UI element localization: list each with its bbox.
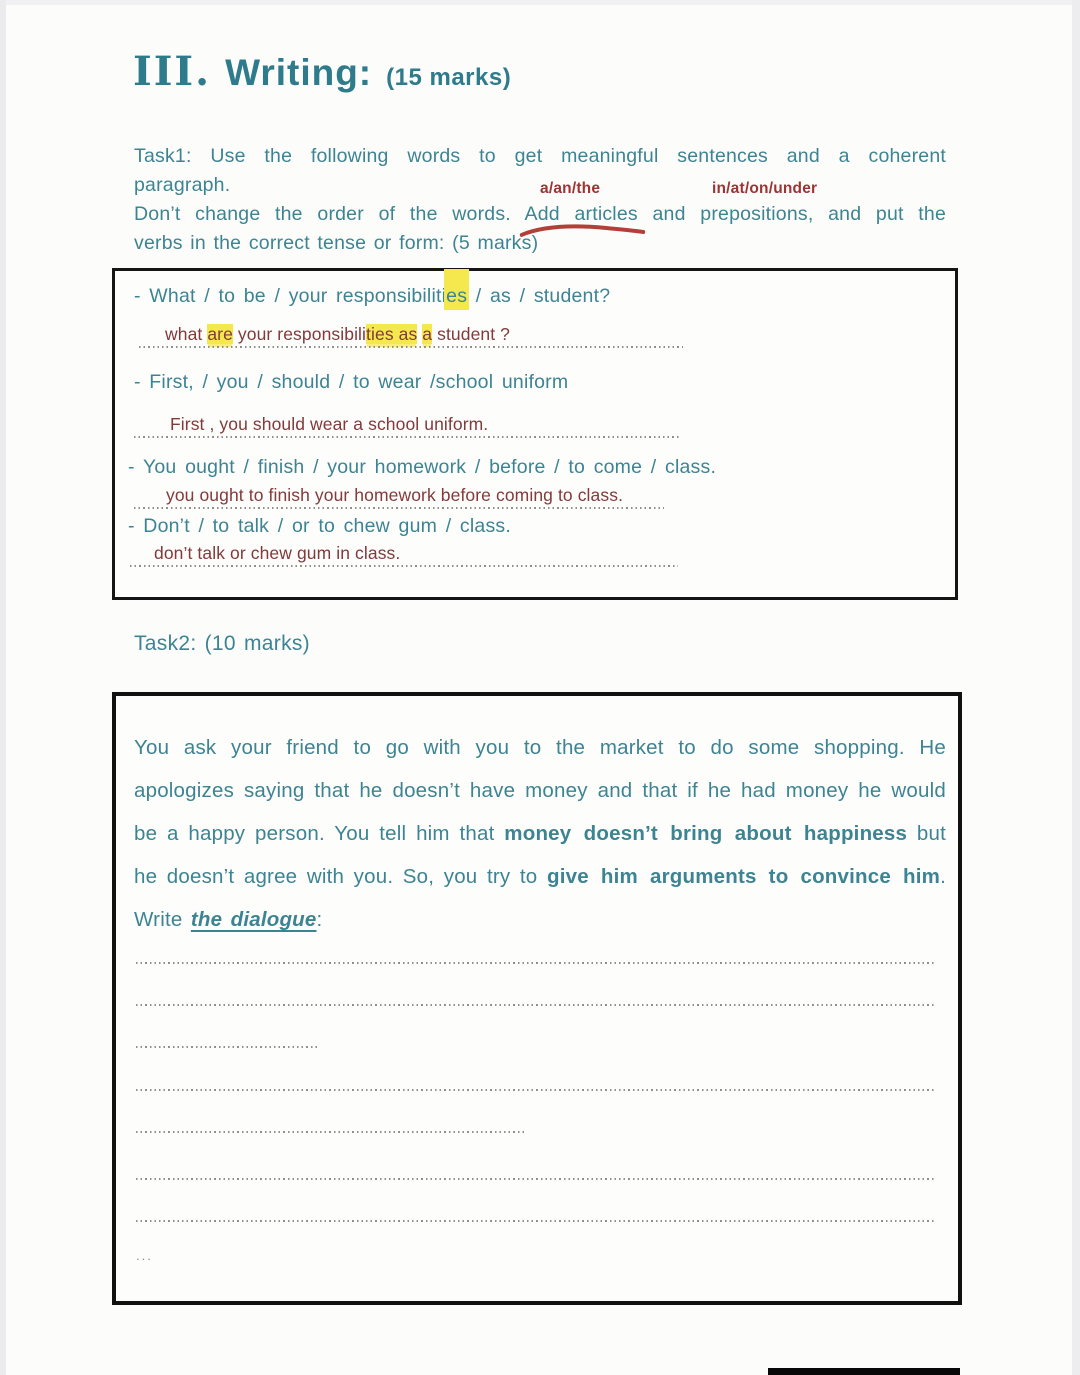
task1-instructions	[134, 142, 946, 258]
task2-heading: Task2: (10 marks)	[134, 632, 310, 655]
task1-answer-box	[112, 268, 958, 600]
question-1-post: / as / student?	[467, 285, 611, 307]
writing-line-3	[136, 1046, 318, 1048]
answer-3-text: you ought to finish your homework before coming to class.	[166, 485, 624, 505]
answer-2-dotted-line	[134, 436, 680, 438]
answer-1-hl: a	[422, 324, 433, 344]
question-2: - First, / you / should / to wear /school uniform	[134, 371, 569, 393]
task2-answer-box	[112, 692, 962, 1305]
answer-1-dotted-line	[139, 346, 683, 348]
answer-3-dotted-line	[134, 507, 664, 509]
section-number: III.	[133, 48, 212, 95]
task1-instr-line1: Task1: Use the following words to get meaningful sentences and a coherent	[134, 145, 946, 167]
task1-instr-line3	[134, 200, 946, 229]
task1-instr-line2	[134, 171, 946, 200]
answer-1-hl: ties as	[366, 324, 418, 344]
answer-4	[130, 540, 678, 567]
hand-drawn-underline	[519, 223, 646, 239]
answer-2-text: First , you should wear a school uniform.	[170, 414, 489, 434]
prompt-seg: . Write	[134, 865, 946, 931]
question-1	[134, 285, 610, 308]
writing-line-7	[136, 1220, 936, 1222]
prompt-seg: :	[316, 908, 323, 931]
underlined-phrase-text: Add articles	[524, 203, 638, 225]
question-4: - Don’t / to talk / or to chew gum / class.	[128, 515, 511, 537]
articles-hint: a/an/the	[540, 180, 601, 197]
question-1-highlight: es	[446, 285, 468, 307]
writing-line-1	[136, 962, 936, 964]
scan-edge-left	[0, 0, 6, 1375]
task2-prompt	[134, 726, 946, 941]
question-3: - You ought / finish / your homework / before / to come / class.	[128, 456, 717, 478]
prompt-bold: give him arguments to convince him	[546, 865, 941, 888]
task1-instr-line2-text: paragraph.	[134, 174, 231, 196]
section-marks: (15 marks)	[386, 64, 512, 91]
redaction-bar	[768, 1368, 960, 1375]
prompt-bold: money doesn’t bring about happiness	[504, 822, 908, 845]
answer-1	[139, 321, 683, 348]
task1-instr-line3-post: and prepositions, and put the	[637, 203, 946, 225]
scan-edge-top	[0, 0, 1080, 5]
answer-1-hl: are	[207, 324, 233, 344]
answer-4-dotted-line	[130, 565, 678, 567]
prompt-seg: but he doesn’t agree with you. So, you try to	[134, 822, 946, 888]
writing-line-5	[136, 1131, 524, 1133]
task1-instr-line3-pre: Don’t change the order of the words.	[134, 203, 525, 225]
answer-2	[134, 411, 680, 438]
answer-1-text	[165, 324, 510, 345]
scan-edge-right	[1072, 0, 1080, 1375]
answer-1-seg: what	[165, 324, 208, 344]
writing-line-6	[136, 1178, 936, 1180]
writing-line-8-ellipsis: ...	[136, 1248, 153, 1263]
answer-4-text: don’t talk or chew gum in class.	[154, 543, 401, 563]
section-heading: Writing:	[225, 52, 373, 93]
task1-instr-line4: verbs in the correct tense or form: (5 marks)	[134, 232, 539, 254]
answer-1-seg: student ?	[432, 324, 511, 344]
prompt-dialogue-phrase: the dialogue	[190, 908, 317, 931]
writing-line-4	[136, 1089, 936, 1091]
question-1-pre: - What / to be / your responsibiliti	[134, 285, 447, 307]
prompt-seg: You ask your friend to go with you to the market to do some shopping. He apologizes saying that he doesn’t have money and that if he had money he would be a happy person. You tell him that	[134, 736, 946, 845]
answer-3	[134, 482, 664, 509]
section-title	[133, 48, 511, 95]
underlined-phrase	[525, 203, 638, 225]
prepositions-hint: in/at/on/under	[712, 180, 818, 197]
answer-1-seg: your responsibili	[232, 324, 367, 344]
writing-line-2	[136, 1004, 936, 1006]
